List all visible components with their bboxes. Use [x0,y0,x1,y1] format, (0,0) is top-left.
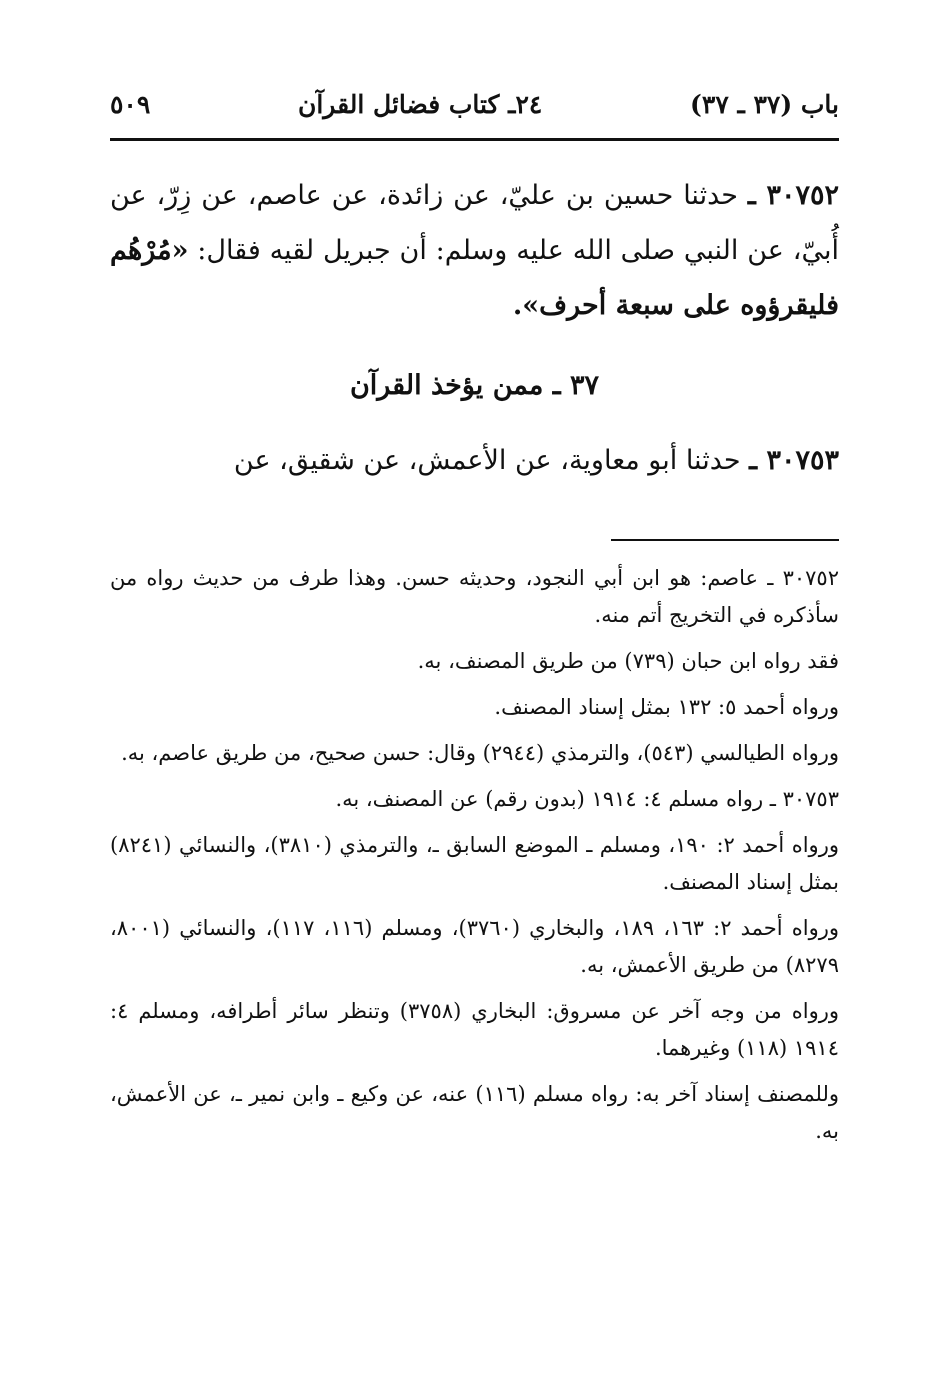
footnote: ٣٠٧٥٣ ـ رواه مسلم ٤: ١٩١٤ (بدون رقم) عن المصنف، به. [335,787,839,811]
running-header [110,82,839,126]
hadith-quote: «مُرْهُم فليقرؤوه على سبعة أحرف». [110,235,839,321]
footnote: ورواه من وجه آخر عن مسروق: البخاري (٣٧٥٨) وتنظر سائر أطرافه، ومسلم ٤: ١٩١٤ (١١٨) وغيرهما. [110,999,839,1060]
hadith-30752 [110,168,839,333]
hadith-number: ٣٠٧٥٣ ـ [749,445,839,476]
hadith-number: ٣٠٧٥٢ ـ [747,180,840,211]
hadith-text: حدثنا أبو معاوية، عن الأعمش، عن شقيق، عن [233,445,741,476]
footnote: ٣٠٧٥٢ ـ عاصم: هو ابن أبي النجود، وحديثه حسن. وهذا طرف من حديث رواه من سأذكره في التخريج أتم منه. [110,566,839,627]
chapter-label: باب (٣٧ ـ ٣٧) [690,89,839,119]
book-title: ٢٤ـ كتاب فضائل القرآن [298,89,543,119]
footnote: ورواه أحمد ٥: ١٣٢ بمثل إسناد المصنف. [494,695,839,719]
footnote: وللمصنف إسناد آخر به: رواه مسلم (١١٦) عنه، عن وكيع ـ وابن نمير ـ، عن الأعمش، به. [110,1082,839,1143]
footnote: فقد رواه ابن حبان (٧٣٩) من طريق المصنف، به. [417,649,839,673]
footnote: ورواه الطيالسي (٥٤٣)، والترمذي (٢٩٤٤) وقال: حسن صحيح، من طريق عاصم، به. [121,741,839,765]
hadith-text: حدثنا حسين بن عليّ، عن زائدة، عن عاصم، عن زِرّ، عن أُبيّ، عن النبي صلى الله عليه وسلم: أن جبريل لقيه فقال: [110,180,839,266]
page-number: ٥٠٩ [110,89,151,119]
footnote: ورواه أحمد ٢: ١٩٠، ومسلم ـ الموضع السابق ـ، والترمذي (٣٨١٠)، والنسائي (٨٢٤١) بمثل إسناد المصنف. [110,833,839,894]
header-rule [110,138,839,141]
footnotes [110,560,839,1159]
main-text [110,168,839,488]
section-title: ٣٧ ـ ممن يؤخذ القرآن [349,370,600,401]
footnote-separator [611,539,839,541]
footnote: ورواه أحمد ٢: ١٦٣، ١٨٩، والبخاري (٣٧٦٠)، ومسلم (١١٦، ١١٧)، والنسائي (٨٠٠١، ٨٢٧٩) من طريق الأعمش، به. [110,916,840,977]
hadith-30753 [110,433,839,488]
